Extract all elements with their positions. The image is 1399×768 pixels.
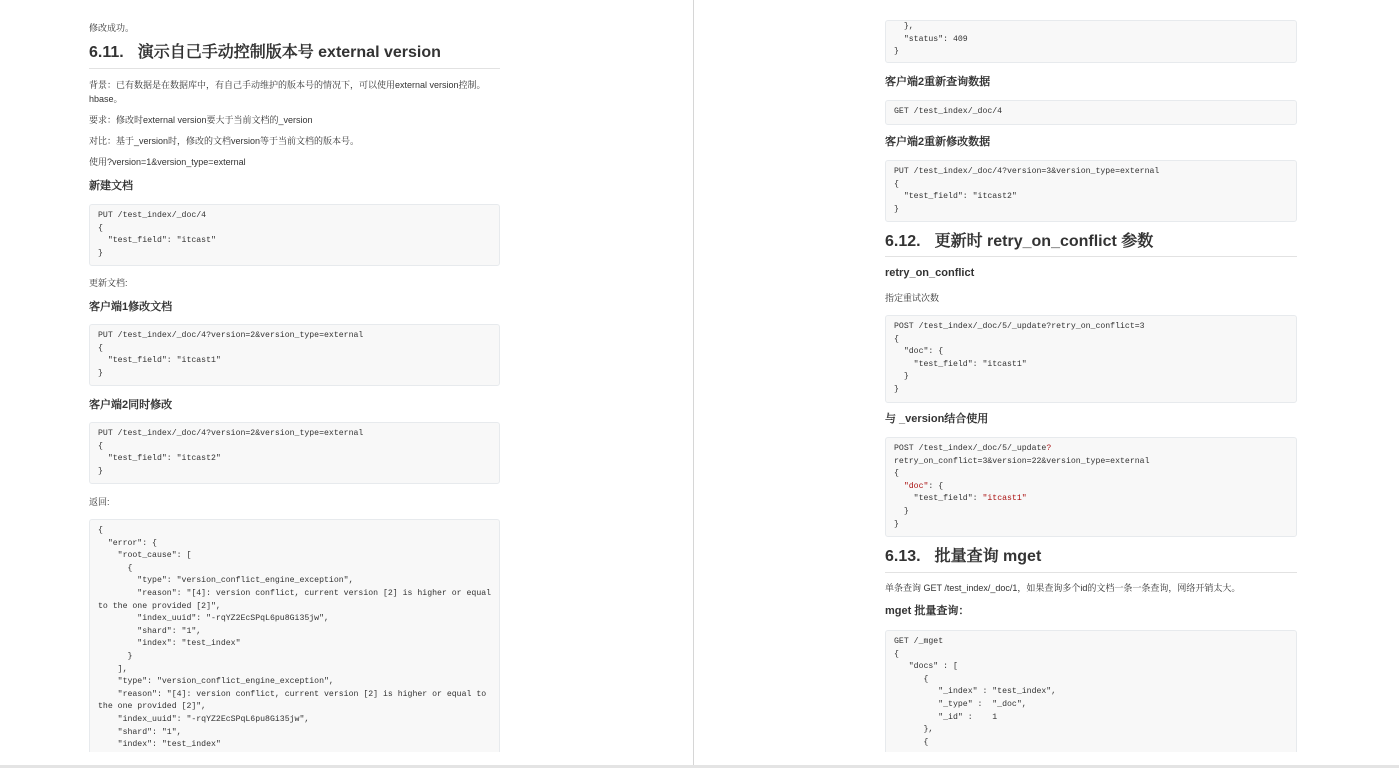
section-number: 6.11. <box>89 44 124 61</box>
code-line: { <box>98 563 133 573</box>
code-block-client2-requery <box>885 100 1297 125</box>
code-line: } <box>98 651 133 661</box>
code-token: } <box>894 519 899 529</box>
section-title: 批量查询 mget <box>934 548 1042 565</box>
code-line: "type": "version_conflict_engine_exception", <box>98 677 334 687</box>
subheading-with-version: 与 _version结合使用 <box>885 413 989 425</box>
subheading-create-doc: 新建文档 <box>89 180 133 192</box>
code-line: } <box>98 466 103 476</box>
code-line: PUT /test_index/_doc/4 <box>98 211 207 220</box>
code-line: } <box>894 204 899 214</box>
code-line: GET /_mget <box>894 637 944 646</box>
code-block-response <box>89 519 500 752</box>
code-line: "root_cause": [ <box>98 551 192 561</box>
code-line: "_index" : "test_index", <box>894 687 1057 697</box>
retry-description: 指定重试次数 <box>885 293 940 303</box>
usage-paragraph: 使用?version=1&version_type=external <box>89 157 246 167</box>
code-block-mget <box>885 630 1297 752</box>
code-line <box>894 481 1288 494</box>
response-label: 返回: <box>89 497 110 507</box>
subheading-client2-update: 客户端2同时修改 <box>89 399 173 411</box>
code-line <box>894 493 1288 506</box>
code-line: "index_uuid": "-rqYZ2EcSPqL6pu8Gi35jw", <box>98 714 310 724</box>
code-block-response-continued <box>885 20 1297 63</box>
code-line: { <box>894 179 899 189</box>
code-line: "status": 409 <box>894 34 968 44</box>
heading-underline <box>89 68 500 69</box>
code-line <box>894 506 1288 519</box>
code-line: the one provided [2]", <box>98 702 207 712</box>
code-line: "shard": "1", <box>98 626 202 636</box>
section-title: 演示自己手动控制版本号 external version <box>137 44 441 61</box>
code-block-retry <box>885 315 1297 403</box>
code-line: { <box>894 674 929 684</box>
code-line: } <box>894 47 899 57</box>
code-line: GET /test_index/_doc/4 <box>894 107 1003 116</box>
code-line: "_type" : "_doc", <box>894 699 1027 709</box>
code-line: }, <box>894 22 914 31</box>
right-page <box>694 0 1399 752</box>
code-line: { <box>98 343 103 353</box>
code-line: }, <box>894 725 934 735</box>
code-line <box>894 443 1288 456</box>
code-line: { <box>894 737 929 747</box>
code-token-highlighted: "doc" <box>894 481 929 491</box>
heading-underline <box>885 572 1297 573</box>
code-token: { <box>894 469 899 479</box>
left-page <box>0 0 693 752</box>
code-line: PUT /test_index/_doc/4?version=2&version_type=external <box>98 429 364 438</box>
code-line: "index": "test_index" <box>98 740 221 750</box>
code-token: : { <box>928 481 944 491</box>
code-line: { <box>894 649 899 659</box>
code-line: "doc": { <box>894 347 944 357</box>
code-token-highlighted: ? <box>1046 444 1052 453</box>
code-line: } <box>98 248 103 258</box>
code-line: { <box>98 441 103 451</box>
code-line: "test_field": "itcast" <box>98 236 216 246</box>
code-token: "test_field": <box>894 494 983 504</box>
code-block-client2-reupdate <box>885 160 1297 222</box>
code-line: PUT /test_index/_doc/4?version=2&version_type=external <box>98 331 364 340</box>
code-line: { <box>894 334 899 344</box>
code-line: "test_field": "itcast2" <box>894 192 1017 202</box>
code-token: POST /test_index/_doc/5/_update <box>894 444 1047 453</box>
update-doc-label: 更新文档: <box>89 278 128 288</box>
code-line: to the one provided [2]", <box>98 601 221 611</box>
code-block-retry-with-version <box>885 437 1297 537</box>
code-line: "error": { <box>98 538 157 548</box>
subheading-client2-requery: 客户端2重新查询数据 <box>885 76 991 88</box>
code-line: "_id" : 1 <box>894 712 998 722</box>
code-line: } <box>894 372 909 382</box>
subheading-client2-reupdate: 客户端2重新修改数据 <box>885 136 991 148</box>
code-token: retry_on_conflict=3&version=22&version_type=external <box>894 456 1150 466</box>
section-heading-6-12 <box>885 232 1153 252</box>
section-number: 6.13. <box>885 548 921 565</box>
code-block-client2-update <box>89 422 500 484</box>
success-message-text: 修改成功。 <box>89 23 135 33</box>
code-line: "reason": "[4]: version conflict, current version [2] is higher or equal <box>98 588 491 598</box>
background-paragraph-line: 背景：已有数据是在数据库中，有自己手动维护的版本号的情况下，可以使用external version控制。 <box>89 80 486 90</box>
code-line: ], <box>98 664 128 674</box>
code-line: "reason": "[4]: version conflict, current version [2] is higher or equal to <box>98 689 487 699</box>
section-heading-6-11 <box>89 43 441 63</box>
comparison-paragraph: 对比：基于_version时，修改的文档version等于当前文档的版本号。 <box>89 136 360 146</box>
background-paragraph-line: hbase。 <box>89 94 123 104</box>
code-line: } <box>98 368 103 378</box>
requirement-paragraph: 要求：修改时external version要大于当前文档的_version <box>89 115 313 125</box>
section-title: 更新时 retry_on_conflict 参数 <box>934 233 1154 250</box>
code-line <box>894 456 1288 469</box>
subheading-mget: mget 批量查询： <box>885 605 970 617</box>
code-line: "docs" : [ <box>894 662 958 672</box>
code-block-client1-update <box>89 324 500 386</box>
mget-description: 单条查询 GET /test_index/_doc/1，如果查询多个id的文档一条一条查询，网络开销太大。 <box>885 583 1241 593</box>
code-line: { <box>98 223 103 233</box>
section-number: 6.12. <box>885 233 921 250</box>
section-heading-6-13 <box>885 547 1041 567</box>
code-line: "index": "test_index" <box>98 639 241 649</box>
code-line <box>894 468 1288 481</box>
code-line: "index_uuid": "-rqYZ2EcSPqL6pu8Gi35jw", <box>98 614 329 624</box>
heading-underline <box>885 256 1297 257</box>
code-line <box>894 519 1288 532</box>
subheading-retry-on-conflict: retry_on_conflict <box>885 267 975 279</box>
code-line: "test_field": "itcast1" <box>894 359 1027 369</box>
code-line: PUT /test_index/_doc/4?version=3&version_type=external <box>894 167 1160 176</box>
code-token-highlighted: "itcast1" <box>982 494 1027 504</box>
code-line: } <box>894 384 899 394</box>
subheading-client1-update: 客户端1修改文档 <box>89 301 173 313</box>
code-line: "shard": "1", <box>98 727 182 737</box>
code-line: "type": "version_conflict_engine_exception", <box>98 576 354 586</box>
code-line: "test_field": "itcast1" <box>98 356 221 366</box>
code-line: { <box>98 526 103 535</box>
code-line: "test_field": "itcast2" <box>98 454 221 464</box>
code-line: POST /test_index/_doc/5/_update?retry_on_conflict=3 <box>894 322 1145 331</box>
code-token: } <box>894 506 909 516</box>
code-block-create-doc <box>89 204 500 266</box>
